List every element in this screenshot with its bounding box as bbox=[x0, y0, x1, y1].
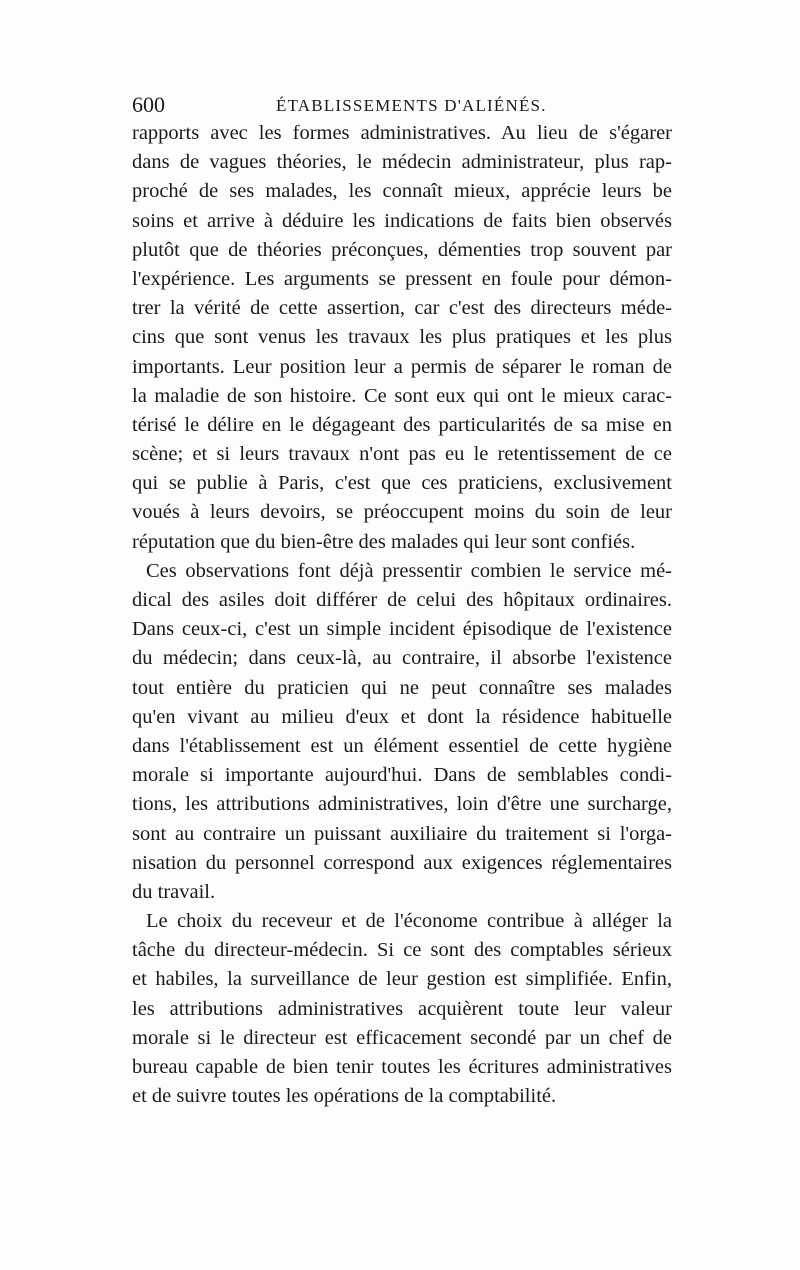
text-line: qui se publie à Paris, c'est que ces praticiens, exclusivement bbox=[132, 472, 672, 495]
text-line: la maladie de son histoire. Ce sont eux qui ont le mieux carac- bbox=[132, 384, 672, 407]
text-line: dans de vagues théories, le médecin administrateur, plus rap- bbox=[132, 151, 672, 174]
text-line: proché de ses malades, les connaît mieux, apprécie leurs be bbox=[132, 180, 672, 203]
paragraph-1 bbox=[132, 119, 672, 557]
text-line: nisation du personnel correspond aux exigences réglementaires bbox=[132, 851, 672, 874]
body-text bbox=[132, 119, 672, 1111]
text-line: dans l'établissement est un élément essentiel de cette hygiène bbox=[132, 734, 672, 757]
text-line: soins et arrive à déduire les indications de faits bien observés bbox=[132, 209, 672, 232]
text-line: Dans ceux-ci, c'est un simple incident épisodique de l'existence bbox=[132, 618, 672, 641]
text-line: morale si importante aujourd'hui. Dans de semblables condi- bbox=[132, 764, 672, 787]
text-line: dical des asiles doit différer de celui des hôpitaux ordinaires. bbox=[132, 589, 672, 611]
text-line: et de suivre toutes les opérations de la comptabilité. bbox=[132, 1085, 557, 1108]
running-head bbox=[132, 92, 672, 118]
paragraph-2 bbox=[132, 557, 672, 907]
paragraph-3 bbox=[132, 907, 672, 1111]
text-line: sont au contraire un puissant auxiliaire du traitement si l'orga- bbox=[132, 822, 672, 845]
text-line: tout entière du praticien qui ne peut connaître ses malades bbox=[132, 676, 672, 699]
text-line: Le choix du receveur et de l'économe contribue à alléger la bbox=[146, 910, 672, 933]
page-number: 600 bbox=[132, 92, 165, 117]
text-line: térisé le délire en le dégageant des particularités de sa mise en bbox=[132, 413, 672, 436]
text-line: importants. Leur position leur a permis de séparer le roman de bbox=[132, 355, 672, 378]
text-line: l'expérience. Les arguments se pressent en foule pour démon- bbox=[132, 267, 672, 290]
text-line: du médecin; dans ceux-là, au contraire, il absorbe l'existence bbox=[132, 647, 672, 670]
text-line: plutôt que de théories préconçues, démenties trop souvent par bbox=[132, 238, 672, 261]
text-line: et habiles, la surveillance de leur gestion est simplifiée. Enfin, bbox=[132, 968, 672, 991]
text-line: du travail. bbox=[132, 880, 216, 903]
running-title: ÉTABLISSEMENTS D'ALIÉNÉS. bbox=[276, 96, 547, 115]
text-line: qu'en vivant au milieu d'eux et dont la résidence habituelle bbox=[132, 705, 672, 728]
text-line: cins que sont venus les travaux les plus pratiques et les plus bbox=[132, 326, 672, 349]
text-line: tâche du directeur-médecin. Si ce sont des comptables sérieux bbox=[132, 939, 672, 962]
text-line: trer la vérité de cette assertion, car c'est des directeurs méde- bbox=[132, 297, 672, 320]
text-line: tions, les attributions administratives, loin d'être une surcharge, bbox=[132, 793, 672, 816]
text-line: voués à leurs devoirs, se préoccupent moins du soin de leur bbox=[132, 501, 672, 524]
text-line: les attributions administratives acquièrent toute leur valeur bbox=[132, 997, 672, 1020]
text-line: rapports avec les formes administratives. Au lieu de s'égarer bbox=[132, 122, 672, 144]
text-line: Ces observations font déjà pressentir combien le service mé- bbox=[146, 559, 672, 582]
text-line: réputation que du bien-être des malades qui leur sont confiés. bbox=[132, 530, 636, 553]
text-line: scène; et si leurs travaux n'ont pas eu le retentissement de ce bbox=[132, 443, 672, 466]
text-line: bureau capable de bien tenir toutes les écritures administratives bbox=[132, 1056, 672, 1078]
text-line: morale si le directeur est efficacement secondé par un chef de bbox=[132, 1026, 672, 1049]
